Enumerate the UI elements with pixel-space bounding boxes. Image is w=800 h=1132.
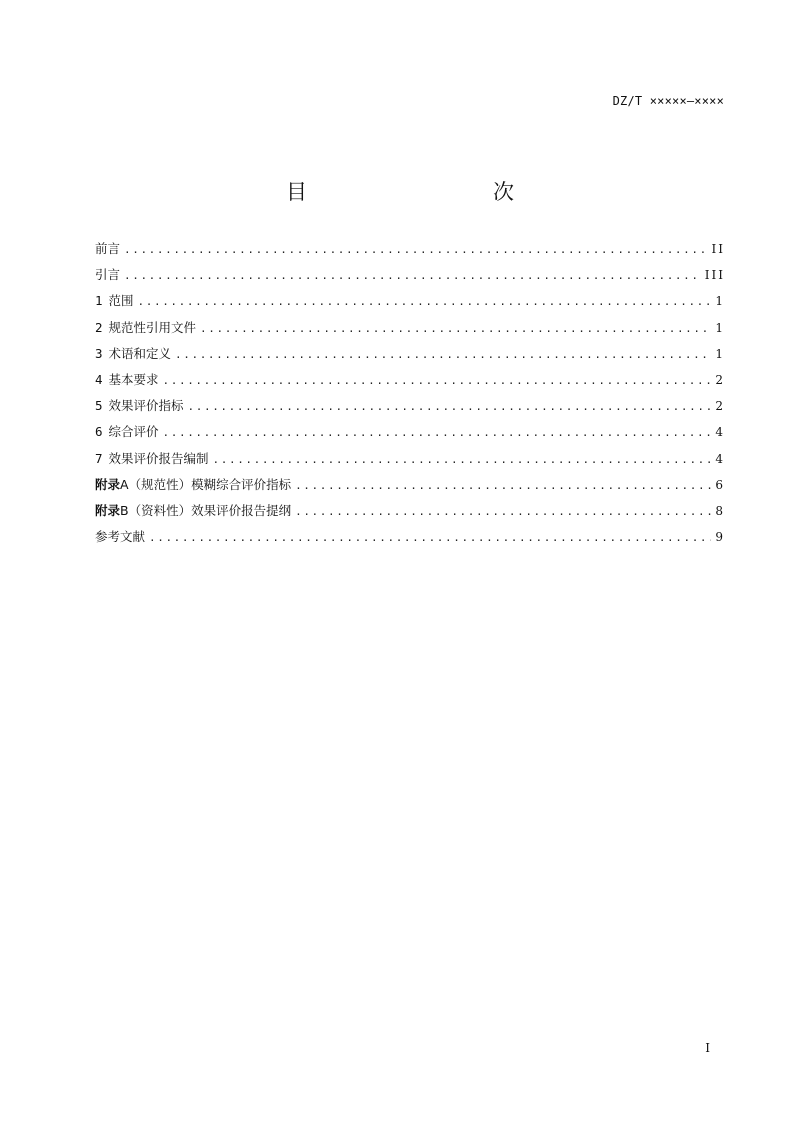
toc-dot-leader [124,266,701,286]
toc-appendix-prefix: 附录 [95,476,121,492]
toc-dot-leader [175,345,711,365]
toc-entry-appendix-a[interactable] [95,475,725,501]
table-of-contents [95,239,725,553]
toc-entry-page: 4 [715,451,725,466]
toc-dot-leader [149,528,711,548]
toc-entry-page: 2 [715,372,725,387]
toc-entry-number: 2 [95,319,103,335]
toc-entry-page: 8 [715,503,725,518]
toc-dot-leader [124,240,708,260]
toc-dot-leader [295,502,711,522]
toc-entry-title: 基本要求 [108,371,159,387]
toc-dot-leader [188,397,712,417]
toc-entry-label [95,291,134,311]
toc-appendix-prefix: 附录 [95,502,121,518]
toc-entry-report-compilation[interactable] [95,449,725,475]
toc-dot-leader [213,450,712,470]
toc-entry-label [95,422,159,442]
toc-dot-leader [138,292,712,312]
toc-entry-label [95,501,291,521]
toc-entry-title: 效果评价指标 [108,398,184,414]
toc-entry-label [95,475,291,495]
toc-dot-leader [163,371,712,391]
toc-entry-basic-requirements[interactable] [95,370,725,396]
toc-entry-title: A（规范性）模糊综合评价指标 [120,476,292,492]
toc-entry-title: 效果评价报告编制 [108,450,209,466]
toc-entry-evaluation-indicators[interactable] [95,396,725,422]
toc-entry-label [95,265,120,285]
toc-entry-page: 6 [715,477,725,492]
toc-entry-number: 5 [95,398,103,414]
toc-entry-label [95,239,120,259]
toc-entry-title: 范围 [108,293,134,309]
toc-entry-number: 1 [95,293,103,309]
standard-code: DZ/T ×××××—×××× [612,94,724,108]
toc-entry-page: 4 [715,425,725,440]
toc-entry-label [95,396,184,416]
toc-entry-page: 2 [715,399,725,414]
toc-entry-comprehensive-evaluation[interactable] [95,422,725,448]
page-title: 目 次 [286,180,562,204]
toc-entry-title: 引言 [95,267,121,283]
toc-entry-terms-definitions[interactable] [95,344,725,370]
toc-entry-page: 9 [715,530,725,545]
toc-entry-label [95,527,145,547]
toc-entry-page: II [711,242,725,256]
page-number: I [705,1041,710,1055]
toc-entry-number: 4 [95,371,103,387]
toc-entry-title: B（资料性）效果评价报告提纲 [120,502,292,518]
toc-entry-scope[interactable] [95,291,725,317]
toc-entry-label [95,318,196,338]
toc-dot-leader [295,476,711,496]
toc-entry-title: 综合评价 [108,424,159,440]
toc-entry-number: 7 [95,450,103,466]
toc-entry-title: 参考文献 [95,529,146,545]
toc-entry-appendix-b[interactable] [95,501,725,527]
toc-entry-number: 6 [95,424,103,440]
toc-entry-label [95,344,171,364]
toc-entry-preface[interactable] [95,239,725,265]
toc-entry-page: III [704,268,725,283]
toc-entry-title: 术语和定义 [108,345,172,361]
toc-entry-number: 3 [95,345,103,361]
toc-entry-normative-references[interactable] [95,318,725,344]
toc-entry-page: 1 [715,294,725,309]
toc-entry-bibliography[interactable] [95,527,725,553]
toc-entry-label [95,370,159,390]
toc-dot-leader [200,319,711,339]
toc-dot-leader [163,423,712,443]
toc-entry-label [95,449,209,469]
toc-entry-introduction[interactable] [95,265,725,291]
toc-entry-title: 规范性引用文件 [108,319,197,335]
toc-entry-page: 1 [715,346,725,361]
toc-entry-page: 1 [715,320,725,335]
toc-entry-title: 前言 [95,241,121,256]
